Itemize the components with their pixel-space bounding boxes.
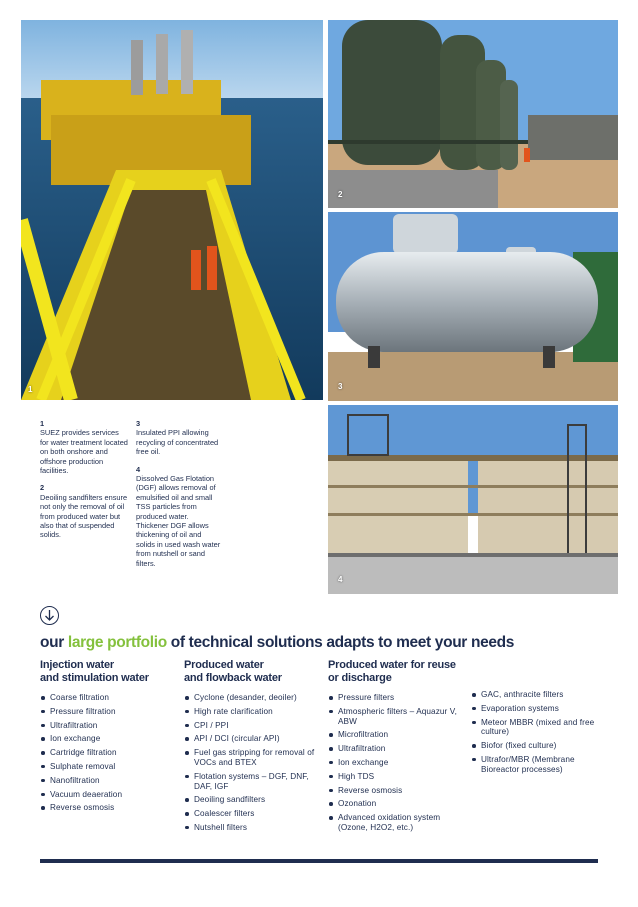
column-title — [328, 659, 464, 685]
column-produced-water-reuse — [328, 659, 464, 837]
caption-number: 2 — [40, 483, 45, 493]
list-item: Ultrafor/MBR (Membrane Bioreactor processes) — [471, 755, 611, 775]
caption — [136, 465, 222, 568]
bullet-list — [471, 690, 611, 775]
list-item: Microfiltration — [328, 730, 464, 740]
caption-text: Insulated PPI allowing recycling of concentrated free oil. — [136, 428, 219, 457]
caption — [40, 419, 128, 475]
list-item: Advanced oxidation system (Ozone, H2O2, etc.) — [328, 813, 464, 833]
caption-text: SUEZ provides services for water treatment located on both onshore and offshore production facilities. — [40, 428, 128, 476]
photo-number: 1 — [28, 385, 33, 394]
photo-number: 3 — [338, 382, 343, 391]
photo-insulated-tank — [328, 212, 618, 401]
bullet-list — [40, 693, 180, 813]
column-title-line1: Produced water for reuse — [328, 659, 456, 671]
column-produced-water-reuse-continued — [471, 690, 611, 779]
list-item: Deoiling sandfilters — [184, 795, 320, 805]
list-item: GAC, anthracite filters — [471, 690, 611, 700]
list-item: Reverse osmosis — [328, 786, 464, 796]
list-item: Reverse osmosis — [40, 803, 180, 813]
list-item: Ion exchange — [40, 734, 180, 744]
caption — [136, 419, 222, 457]
photo-number: 2 — [338, 190, 343, 199]
column-title — [184, 659, 320, 685]
list-item: Pressure filters — [328, 693, 464, 703]
list-item: Nanofiltration — [40, 776, 180, 786]
list-item: High rate clarification — [184, 707, 320, 717]
photo-dgf-units — [328, 405, 618, 594]
column-injection-water — [40, 659, 180, 817]
column-title — [40, 659, 180, 685]
list-item: Coarse filtration — [40, 693, 180, 703]
section-headline — [40, 634, 514, 652]
column-title-line2: and flowback water — [184, 672, 282, 684]
column-title-line2: and stimulation water — [40, 672, 149, 684]
list-item: Cyclone (desander, deoiler) — [184, 693, 320, 703]
list-item: Vacuum deaeration — [40, 790, 180, 800]
photo-number: 4 — [338, 575, 343, 584]
list-item: Ozonation — [328, 799, 464, 809]
list-item: API / DCI (circular API) — [184, 734, 320, 744]
list-item: High TDS — [328, 772, 464, 782]
column-title-line1: Produced water — [184, 659, 264, 671]
list-item: Coalescer filters — [184, 809, 320, 819]
photo-offshore-platform — [21, 20, 323, 400]
list-item: Fuel gas stripping for removal of VOCs and BTEX — [184, 748, 320, 768]
column-produced-water — [184, 659, 320, 837]
caption-text: Dissolved Gas Flotation (DGF) allows removal of emulsified oil and small TSS particles from produced water. Thickener DGF allows thickening of oil and solids in used wash water from nutshell or sand filters. — [136, 474, 221, 568]
list-item: Nutshell filters — [184, 823, 320, 833]
photo-sandfilter-vessels — [328, 20, 618, 208]
list-item: Atmospheric filters – Aquazur V, ABW — [328, 707, 464, 727]
caption-text: Deoiling sandfilters ensure not only the removal of oil from produced water but also that of suspended solids. — [40, 492, 128, 540]
bullet-list — [328, 693, 464, 833]
list-item: Ultrafiltration — [40, 721, 180, 731]
headline-suffix: of technical solutions adapts to meet your needs — [166, 634, 514, 651]
captions-column-left — [40, 419, 128, 548]
list-item: Flotation systems – DGF, DNF, DAF, IGF — [184, 772, 320, 792]
column-title-line1: Injection water — [40, 659, 115, 671]
headline-accent: large portfolio — [67, 634, 167, 651]
list-item: CPI / PPI — [184, 721, 320, 731]
caption-number: 3 — [136, 419, 141, 428]
headline-prefix: our — [40, 634, 68, 651]
caption-number: 4 — [136, 464, 141, 474]
list-item: Ultrafiltration — [328, 744, 464, 754]
list-item: Pressure filtration — [40, 707, 180, 717]
caption-number: 1 — [40, 419, 45, 428]
footer-rule — [40, 859, 598, 863]
arrow-down-circle-icon — [40, 606, 59, 625]
list-item: Cartridge filtration — [40, 748, 180, 758]
list-item: Sulphate removal — [40, 762, 180, 772]
captions-column-right — [136, 419, 222, 576]
column-title-line2: or discharge — [328, 672, 392, 684]
list-item: Biofor (fixed culture) — [471, 741, 611, 751]
list-item: Evaporation systems — [471, 704, 611, 714]
bullet-list — [184, 693, 320, 833]
caption — [40, 483, 128, 539]
list-item: Ion exchange — [328, 758, 464, 768]
list-item: Meteor MBBR (mixed and free culture) — [471, 718, 611, 738]
